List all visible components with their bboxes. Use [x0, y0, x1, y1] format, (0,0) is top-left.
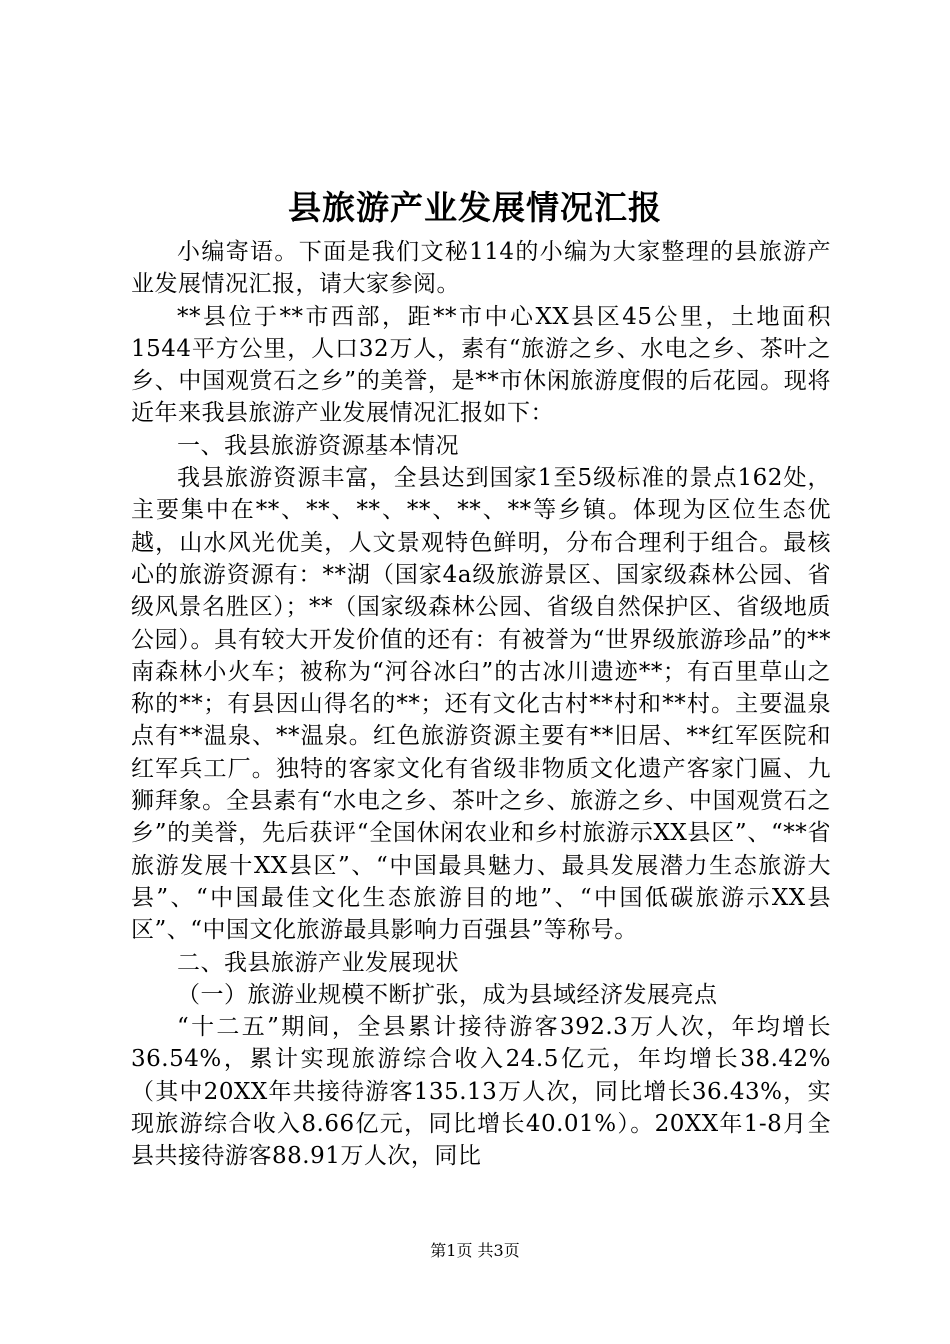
- resources-paragraph: 我县旅游资源丰富，全县达到国家1至5级标准的景点162处，主要集中在**、**、**、**、**、**等乡镇。体现为区位生态优越，山水风光优美，人文景观特色鲜明，分布合理利于组合。最核心的旅游资源有：**湖（国家4a级旅游景区、国家级森林公园、省级风景名胜区）；**（国家级森林公园、省级自然保护区、省级地质公园）。具有较大开发价值的还有：有被誉为“世界级旅游珍品”的**南森林小火车；被称为“河谷冰臼”的古冰川遗迹**；有百里草山之称的**；有县因山得名的**；还有文化古村**村和**村。主要温泉点有**温泉、**温泉。红色旅游资源主要有**旧居、**红军医院和红军兵工厂。独特的客家文化有省级非物质文化遗产客家门匾、九狮拜象。全县素有“水电之乡、茶叶之乡、旅游之乡、中国观赏石之乡”的美誉，先后获评“全国休闲农业和乡村旅游示XX县区”、“**省旅游发展十XX县区”、“中国最具魅力、最具发展潜力生态旅游大县”、“中国最佳文化生态旅游目的地”、“中国低碳旅游示XX县区”、“中国文化旅游最具影响力百强县”等称号。: [131, 465, 832, 944]
- section-heading-1: 一、我县旅游资源基本情况: [177, 432, 459, 459]
- overview-paragraph: **县位于**市西部，距**市中心XX县区45公里，土地面积1544平方公里，人口32万人，素有“旅游之乡、水电之乡、茶叶之乡、中国观赏石之乡”的美誉，是**市休闲旅游度假的后花园。现将近年来我县旅游产业发展情况汇报如下：: [131, 303, 831, 427]
- statistics-paragraph: “十二五”期间，全县累计接待游客392.3万人次，年均增长36.54%，累计实现旅游综合收入24.5亿元，年均增长38.42%（其中20XX年共接待游客135.13万人次，同比增长36.43%，实现旅游综合收入8.66亿元，同比增长40.01%）。20XX年1-8月全县共接待游客88.91万人次，同比: [131, 1014, 831, 1170]
- page-footer: 第1页 共3页: [430, 1241, 520, 1260]
- subsection-heading-1: （一）旅游业规模不断扩张，成为县域经济发展亮点: [177, 981, 718, 1008]
- document-title: 县旅游产业发展情况汇报: [288, 188, 662, 227]
- document-body: [131, 236, 831, 1173]
- section-heading-2: 二、我县旅游产业发展现状: [177, 949, 459, 976]
- intro-paragraph: 小编寄语。下面是我们文秘114的小编为大家整理的县旅游产业发展情况汇报，请大家参阅。: [131, 239, 831, 298]
